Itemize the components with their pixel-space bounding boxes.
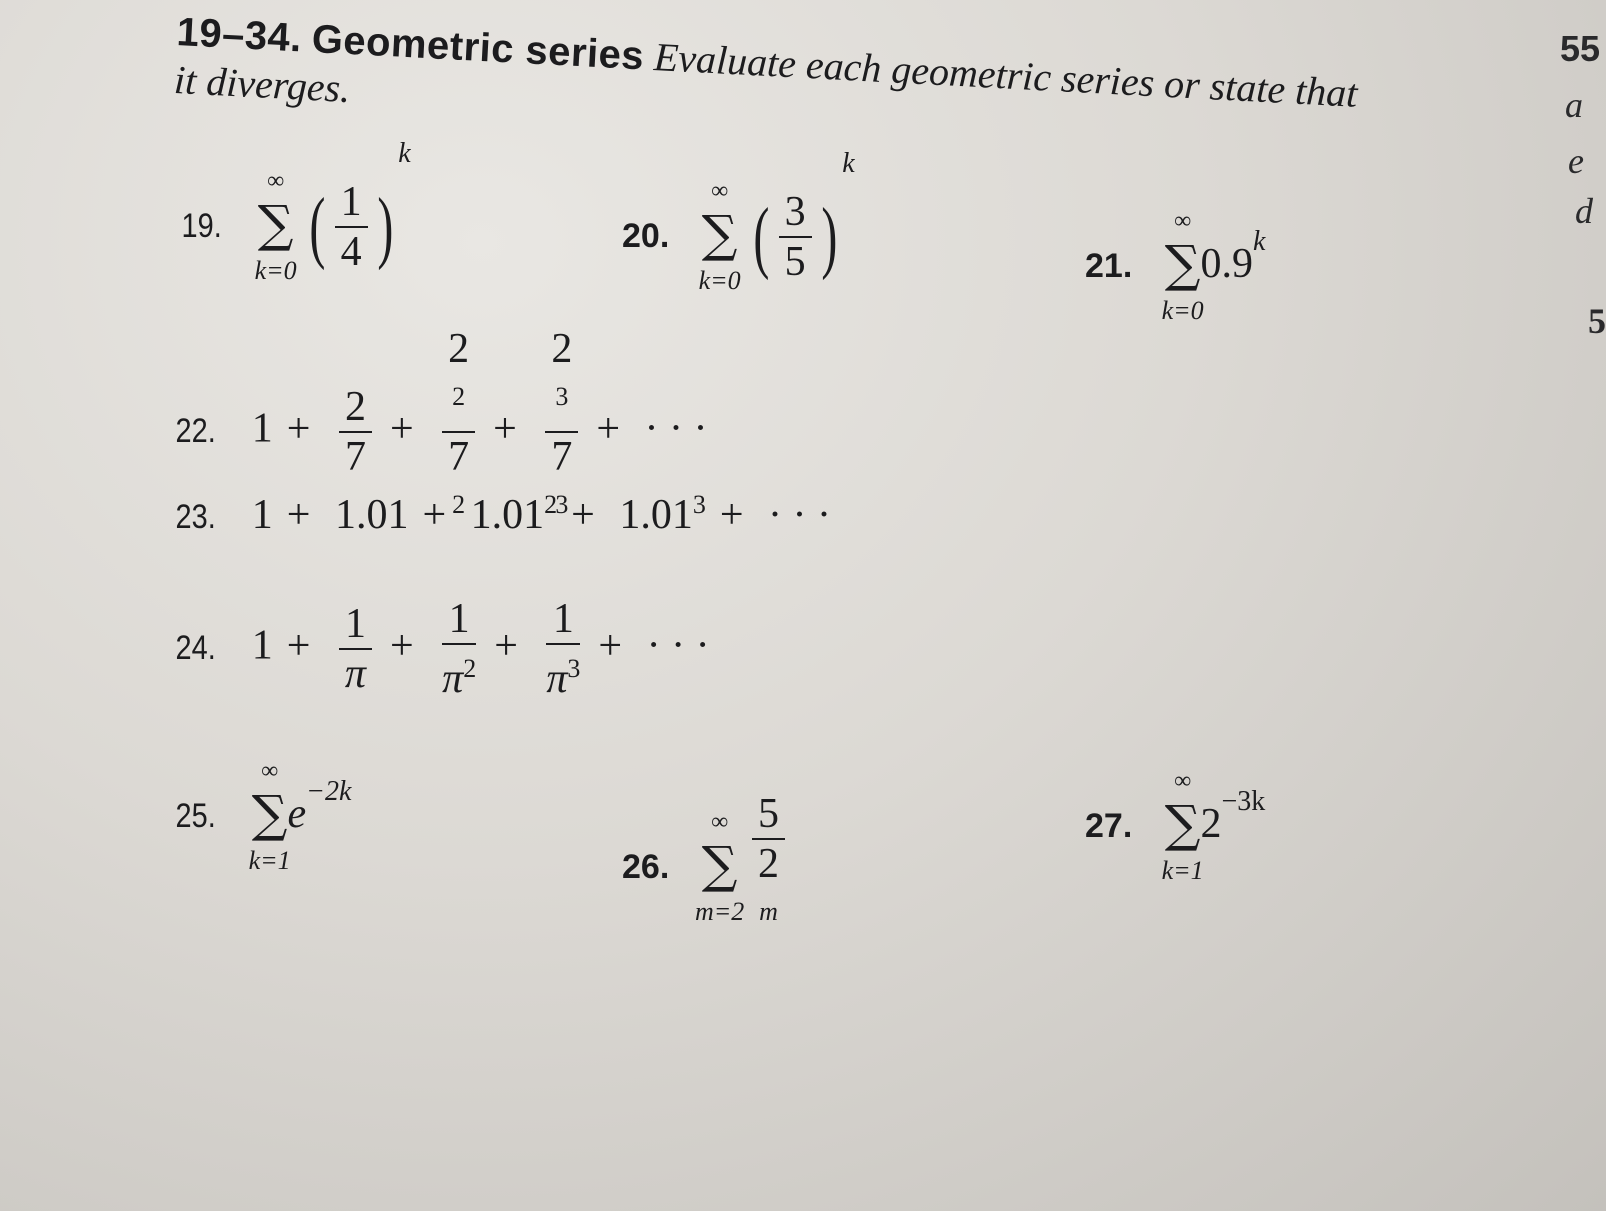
summation: ∞ ∑ k=0 <box>254 168 297 285</box>
exercise-topic: Geometric series <box>310 17 646 79</box>
summation: ∞ ∑ k=1 <box>248 758 291 876</box>
edge-text-5: 5 <box>1588 301 1606 341</box>
problem-label: 19. <box>181 206 222 245</box>
problem-27: 27. ∞ ∑ k=1 $2^{-3k}$ <box>1085 768 1266 886</box>
summation: ∞ ∑ k=1 <box>1161 768 1204 886</box>
problem-label: 25. <box>175 797 216 835</box>
fraction: $\frac{2}{7}$ <box>339 383 372 481</box>
fraction: $\frac{1}{\pi}$ <box>339 600 372 698</box>
exercise-heading <box>173 8 1476 172</box>
fraction: 2 $^3$ 7 $^3$ <box>545 325 578 539</box>
summation: ∞ ∑ m=2 <box>694 809 745 926</box>
fraction: 2 $^2$ 7 $^2$ <box>442 325 475 539</box>
problem-21: 21. ∞ ∑ k=0 0.9$^k$ <box>1085 208 1266 326</box>
problem-label: 27. <box>1085 807 1133 845</box>
edge-text-4: d <box>1575 191 1593 231</box>
problem-19: 19. ∞ ∑ k=0 ( $\frac{1}{4}$ )$^k$ <box>181 138 411 285</box>
exercise-instruction: Evaluate each geometric series or state that <box>652 34 1359 116</box>
exercise-instruction-cont: it diverges. <box>173 56 352 112</box>
fraction: $\frac{1}{4}$ <box>335 178 368 276</box>
fraction: $\frac{1}{\pi^2}$ <box>442 596 477 702</box>
problem-label: 23. <box>175 498 216 536</box>
fraction: 5 2 $^m$ <box>752 790 785 946</box>
summation: ∞ ∑ k=0 <box>1161 208 1204 326</box>
problem-label: 20. <box>622 216 670 255</box>
edge-text-3: e <box>1568 141 1584 181</box>
problem-23: 23. $1 + 1.01 + 1.01^2 + 1.01^3$ + · · · <box>175 490 831 538</box>
summation: ∞ ∑ k=0 <box>698 178 741 295</box>
problem-25: 25. ∞ ∑ k=1 $e^{-2k}$ <box>175 758 352 876</box>
problem-label: 22. <box>175 411 216 450</box>
fraction: $\frac{1}{\pi^3}$ <box>546 596 581 702</box>
problem-label: 26. <box>622 847 670 886</box>
fraction: $\frac{3}{5}$ <box>779 188 812 286</box>
problem-22: 22. 1 + $\frac{2}{7}$ + 2 $^2$ 7 $^2$ + 2 $^3$ 7 $^3$ + · · · <box>172 325 707 539</box>
problem-24: 24. 1 + $\frac{1}{\pi}$ + $\frac{1}{\pi^2}$ + $\frac{1}{\pi^3}$ + · · · <box>175 596 710 702</box>
problem-26 <box>622 790 789 946</box>
problem-label: 24. <box>175 628 216 667</box>
problem-label: 21. <box>1085 247 1133 285</box>
edge-text-2: a <box>1565 85 1583 125</box>
edge-text-1: 55 <box>1560 28 1601 69</box>
problem-20: 20. ∞ ∑ k=0 ( $\frac{3}{5}$ )$^k$ <box>622 148 855 295</box>
exercise-range: 19–34. <box>175 9 304 61</box>
